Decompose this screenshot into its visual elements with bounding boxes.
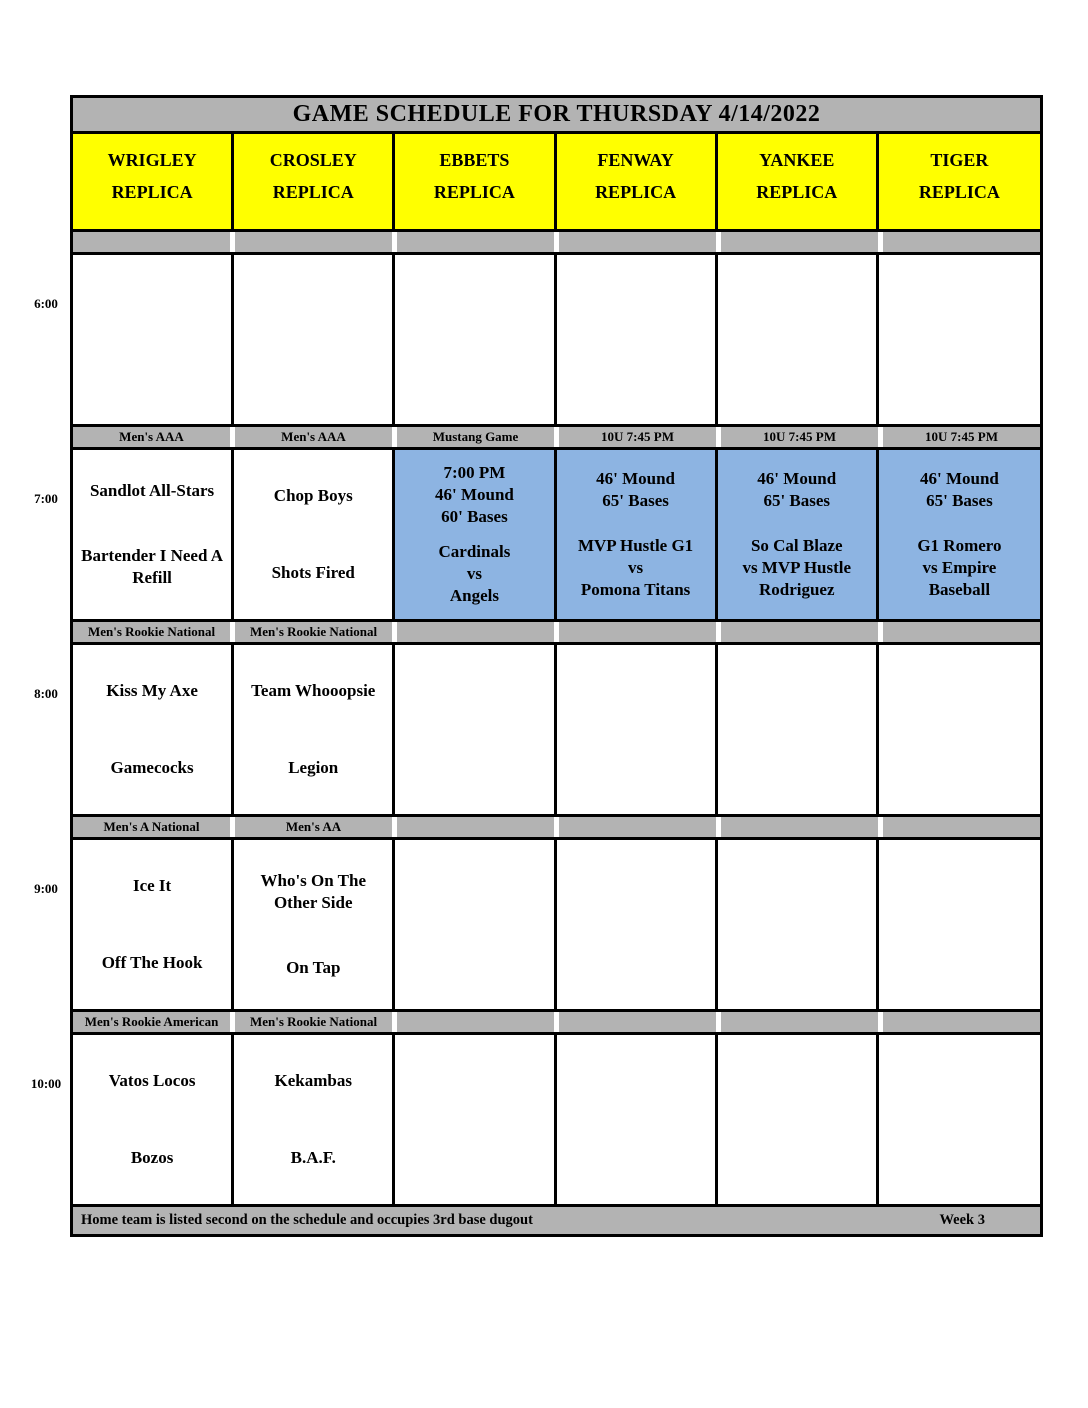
game-info-line: 46' Mound	[757, 468, 837, 488]
home-team: Shots Fired	[271, 562, 355, 582]
division-label	[559, 817, 716, 837]
division-label	[397, 232, 554, 252]
away-team: Chop Boys	[273, 486, 353, 506]
field-name: YANKEE	[759, 149, 835, 170]
game-info-line: 46' Mound	[596, 468, 676, 488]
field-type: REPLICA	[756, 182, 838, 203]
slot-row-10	[73, 1032, 1040, 1207]
game-info-line: 7:00 PM	[443, 463, 506, 483]
division-label: 10U 7:45 PM	[883, 427, 1040, 447]
game-matchup	[917, 535, 1001, 601]
division-label	[559, 1012, 716, 1032]
footer-note: Home team is listed second on the schedule and occupies 3rd base dugout	[81, 1212, 533, 1228]
schedule-title: GAME SCHEDULE FOR THURSDAY 4/14/2022	[73, 98, 1040, 134]
division-label	[883, 1012, 1040, 1032]
schedule-cell-empty	[879, 1035, 1040, 1204]
schedule-cell-empty	[718, 1035, 879, 1204]
home-team: B.A.F.	[290, 1147, 336, 1167]
schedule-cell-empty	[718, 645, 879, 814]
time-label-9: 9:00	[34, 881, 58, 896]
game-info-line: 65' Bases	[602, 490, 669, 510]
division-label	[883, 622, 1040, 642]
division-label	[721, 622, 878, 642]
footer-row	[73, 1207, 1040, 1234]
home-team: Bartender I Need A Refill	[81, 546, 223, 588]
field-name: TIGER	[930, 149, 989, 170]
field-header-row	[73, 134, 1040, 232]
away-team: Vatos Locos	[108, 1071, 196, 1091]
matchup-line: So Cal Blaze	[750, 536, 843, 556]
matchup-line: vs MVP Hustle	[742, 558, 852, 578]
field-header-fenway	[557, 134, 718, 229]
field-type: REPLICA	[433, 182, 515, 203]
time-label-7: 7:00	[34, 491, 58, 506]
field-name: FENWAY	[597, 149, 674, 170]
field-name: EBBETS	[439, 149, 510, 170]
division-label: Men's AA	[235, 817, 392, 837]
division-label	[721, 817, 878, 837]
division-label	[397, 1012, 554, 1032]
game-cell	[557, 450, 718, 619]
matchup-line: Pomona Titans	[580, 580, 691, 600]
time-label-10: 10:00	[30, 1076, 62, 1091]
division-label	[883, 817, 1040, 837]
home-team: Gamecocks	[110, 757, 194, 777]
schedule-cell-empty	[395, 1035, 556, 1204]
schedule-cell-empty	[234, 255, 395, 424]
division-label: Mustang Game	[397, 427, 554, 447]
matchup-cell	[73, 1035, 234, 1204]
division-label: Men's AAA	[73, 427, 230, 447]
division-label	[235, 232, 392, 252]
schedule-cell-empty	[395, 645, 556, 814]
game-cell	[879, 450, 1040, 619]
away-team: Ice It	[132, 876, 172, 896]
division-label: Men's AAA	[235, 427, 392, 447]
matchup-cell	[73, 450, 234, 619]
field-header-crosley	[234, 134, 395, 229]
division-label	[73, 232, 230, 252]
schedule-cell-empty	[718, 840, 879, 1009]
field-name: WRIGLEY	[107, 149, 197, 170]
division-label	[721, 232, 878, 252]
division-label-row-6	[73, 232, 1040, 252]
schedule-cell-empty	[718, 255, 879, 424]
slot-row-7	[73, 447, 1040, 622]
schedule-table	[70, 95, 1043, 1237]
game-matchup	[742, 535, 851, 601]
field-type: REPLICA	[595, 182, 677, 203]
division-label	[397, 817, 554, 837]
slot-row-8	[73, 642, 1040, 817]
home-team: Off The Hook	[101, 952, 203, 972]
week-label: Week 3	[939, 1212, 985, 1228]
matchup-cell	[73, 840, 234, 1009]
game-info	[757, 468, 836, 512]
matchup-cell	[234, 450, 395, 619]
game-matchup	[439, 541, 511, 607]
field-name: CROSLEY	[269, 149, 357, 170]
division-label: Men's Rookie American	[73, 1012, 230, 1032]
division-label-row-8	[73, 622, 1040, 642]
matchup-line: vs Empire	[922, 558, 997, 578]
game-info-line: 65' Bases	[926, 490, 993, 510]
matchup-line: vs	[466, 563, 482, 583]
game-info	[596, 468, 675, 512]
division-label: Men's A National	[73, 817, 230, 837]
field-type: REPLICA	[272, 182, 354, 203]
home-team: Legion	[288, 757, 339, 777]
time-label-6: 6:00	[34, 296, 58, 311]
division-label	[397, 622, 554, 642]
slot-row-6	[73, 252, 1040, 427]
schedule-cell-empty	[557, 840, 718, 1009]
field-header-wrigley	[73, 134, 234, 229]
game-info	[435, 462, 514, 528]
game-info-line: 46' Mound	[919, 468, 999, 488]
matchup-cell	[234, 840, 395, 1009]
division-label-row-7	[73, 427, 1040, 447]
division-label: Men's Rookie National	[235, 622, 392, 642]
matchup-line: Baseball	[928, 580, 991, 600]
game-cell	[395, 450, 556, 619]
matchup-line: Cardinals	[438, 541, 511, 561]
game-info-line: 46' Mound	[434, 485, 514, 505]
away-team: Kiss My Axe	[106, 681, 198, 701]
game-info-line: 60' Bases	[441, 507, 508, 527]
schedule-cell-empty	[557, 255, 718, 424]
schedule-cell-empty	[73, 255, 234, 424]
division-label	[559, 232, 716, 252]
field-header-ebbets	[395, 134, 556, 229]
away-team: Sandlot All-Stars	[89, 480, 215, 500]
field-header-tiger	[879, 134, 1040, 229]
game-info-line: 65' Bases	[763, 490, 831, 510]
division-label: 10U 7:45 PM	[721, 427, 878, 447]
game-matchup	[578, 535, 693, 601]
division-label: 10U 7:45 PM	[559, 427, 716, 447]
division-label-row-9	[73, 817, 1040, 837]
game-info	[920, 468, 999, 512]
away-team: Who's On The Other Side	[260, 870, 366, 912]
matchup-cell	[234, 645, 395, 814]
schedule-cell-empty	[557, 645, 718, 814]
slot-row-9	[73, 837, 1040, 1012]
schedule-cell-empty	[879, 840, 1040, 1009]
away-team: Kekambas	[274, 1071, 352, 1091]
matchup-line: MVP Hustle G1	[577, 536, 694, 556]
matchup-line: Angels	[449, 585, 499, 605]
home-team: Bozos	[130, 1147, 174, 1167]
matchup-cell	[234, 1035, 395, 1204]
schedule-cell-empty	[879, 255, 1040, 424]
matchup-line: vs	[628, 558, 644, 578]
field-type: REPLICA	[918, 182, 1000, 203]
time-label-8: 8:00	[34, 686, 58, 701]
schedule-cell-empty	[557, 1035, 718, 1204]
division-label: Men's Rookie National	[73, 622, 230, 642]
home-team: On Tap	[286, 958, 341, 978]
field-header-yankee	[718, 134, 879, 229]
schedule-cell-empty	[879, 645, 1040, 814]
away-team: Team Whooopsie	[251, 681, 376, 701]
game-cell	[718, 450, 879, 619]
division-label	[883, 232, 1040, 252]
division-label	[721, 1012, 878, 1032]
division-label	[559, 622, 716, 642]
matchup-line: Rodriguez	[758, 580, 835, 600]
division-label-row-10	[73, 1012, 1040, 1032]
schedule-cell-empty	[395, 255, 556, 424]
matchup-cell	[73, 645, 234, 814]
matchup-line: G1 Romero	[917, 536, 1002, 556]
division-label: Men's Rookie National	[235, 1012, 392, 1032]
field-type: REPLICA	[111, 182, 193, 203]
schedule-cell-empty	[395, 840, 556, 1009]
